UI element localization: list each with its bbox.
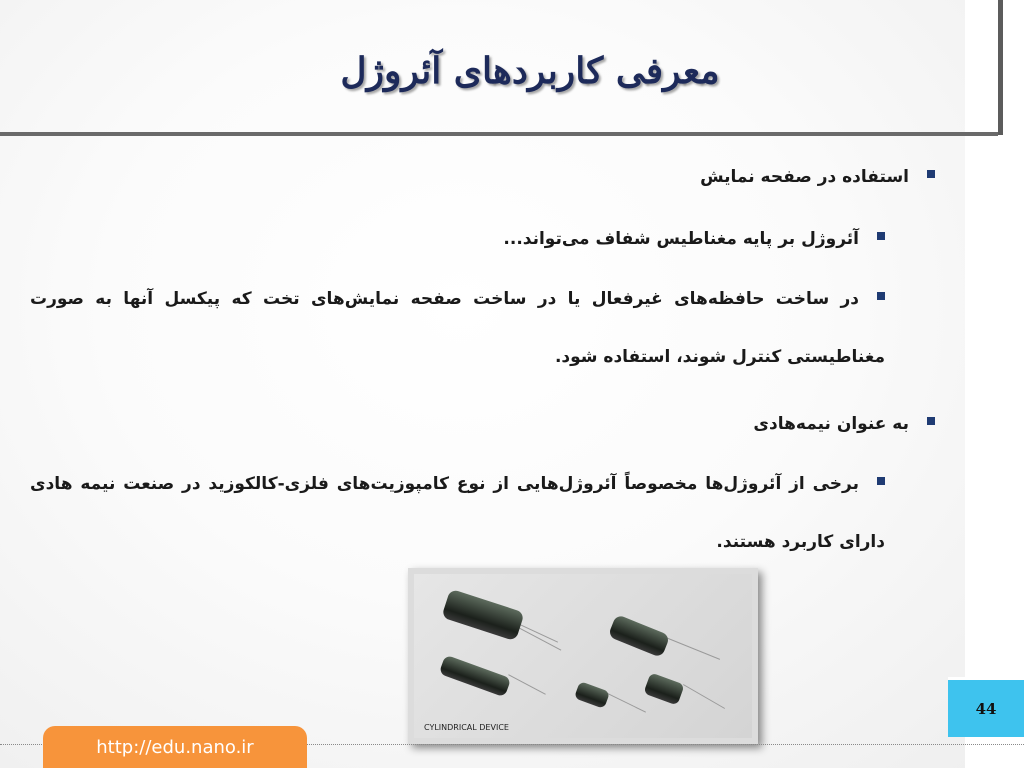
capacitor-lead [508, 674, 546, 695]
capacitor-shape [439, 655, 512, 698]
slide-title: معرفی کاربردهای آئروژل [340, 50, 720, 92]
capacitor-lead [606, 692, 646, 712]
square-bullet-icon [927, 170, 935, 178]
right-margin-strip [965, 0, 1024, 768]
bullet-item [753, 395, 935, 453]
capacitor-shape [574, 681, 610, 709]
capacitor-lead [683, 684, 725, 709]
bullet-text: در ساخت حافظه‌های غیرفعال یا در ساخت صفحه نمایش‌های تخت که پیکسل آنها به صورت مغناطیستی کنترل شوند، استفاده شود. [30, 289, 885, 367]
capacitor-lead [516, 622, 558, 642]
bullet-text: آئروژل بر پایه مغناطیس شفاف می‌تواند... [503, 229, 859, 249]
bullet-item [700, 148, 935, 206]
bullet-item [503, 210, 885, 268]
image-caption: CYLINDRICAL DEVICE [424, 723, 509, 732]
footer-url-link[interactable]: http://edu.nano.ir [43, 726, 307, 768]
square-bullet-icon [877, 232, 885, 240]
title-divider [0, 132, 998, 136]
bullet-text: استفاده در صفحه نمایش [700, 167, 909, 187]
bullet-text: به عنوان نیمه‌هادی [753, 414, 909, 434]
capacitor-shape [608, 614, 671, 658]
bullet-item [30, 270, 885, 386]
capacitor-shape [643, 673, 684, 706]
square-bullet-icon [877, 477, 885, 485]
square-bullet-icon [877, 292, 885, 300]
page-number: 44 [948, 677, 1024, 737]
bullet-text: برخی از آئروژل‌ها مخصوصاً آئروژل‌هایی از نوع کامپوزیت‌های فلزی-کالکوزید در صنعت نیمه هادی دارای کاربرد هستند. [30, 474, 885, 552]
bullet-item [30, 455, 885, 571]
capacitor-lead [666, 637, 720, 660]
square-bullet-icon [927, 417, 935, 425]
capacitor-shape [441, 589, 524, 642]
bullet-list [30, 150, 935, 570]
capacitor-photo [408, 568, 758, 744]
capacitor-lead [517, 626, 562, 650]
right-accent-bar [998, 0, 1003, 135]
photo-surface [414, 574, 752, 738]
